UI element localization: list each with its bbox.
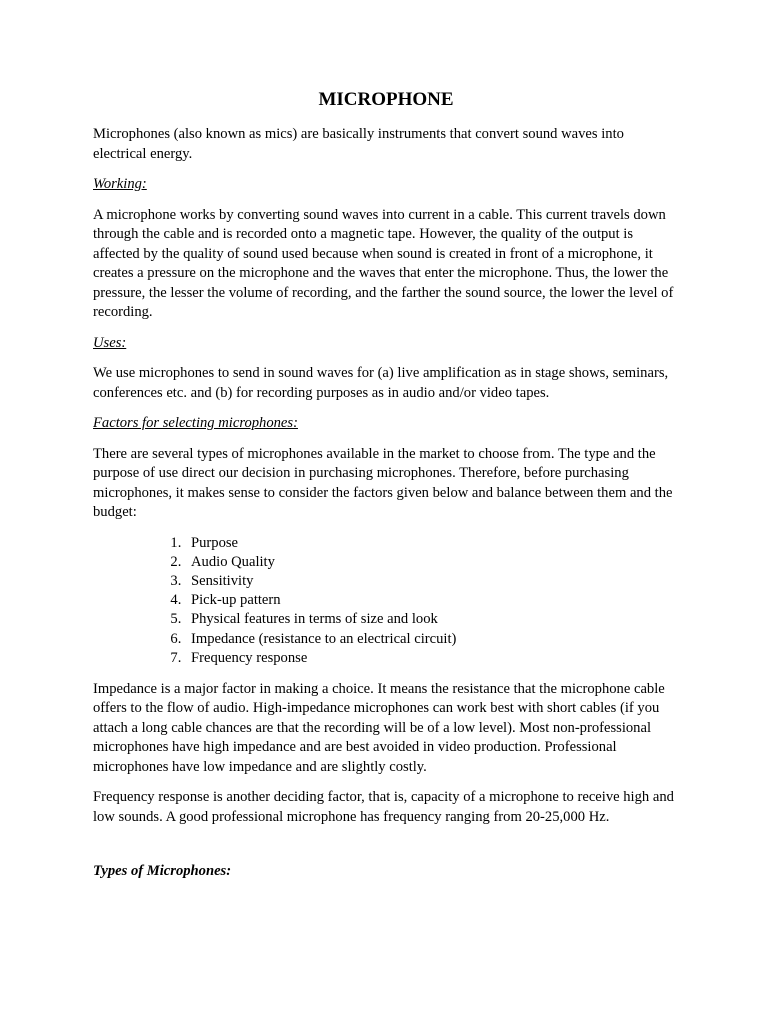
list-item: 5. Physical features in terms of size and look — [185, 610, 679, 629]
working-heading: Working: — [93, 176, 147, 192]
frequency-paragraph: Frequency response is another deciding factor, that is, capacity of a microphone to receive high and low sounds. A good professional microphone has frequency ranging from 20-25,000 Hz. — [93, 789, 674, 825]
uses-paragraph: We use microphones to send in sound waves for (a) live amplification as in stage shows, seminars, conferences etc. and (b) for recording purposes as in audio and/or video tapes. — [93, 365, 669, 401]
uses-heading: Uses: — [93, 334, 127, 351]
list-item: 6. Impedance (resistance to an electrical circuit) — [185, 630, 679, 649]
document-page — [93, 88, 679, 893]
factors-paragraph: There are several types of microphones available in the market to choose from. The type and the purpose of use direct our decision in purchasing microphones. Therefore, before purchasing microphones, it makes sense to consider the factors given below and balance between them and the budget: — [93, 445, 673, 520]
working-paragraph: A microphone works by converting sound waves into current in a cable. This current travels down through the cable and is recorded onto a magnetic tape. However, the quality of the output is affected by the quality of sound used because when sound is created in front of a microphone, it creates a pressure on the microphone and the waves that enter the microphone. Thus, the lower the pressure, the lesser the volume of recording, and the farther the sound source, the lower the level of recording. — [93, 206, 674, 320]
factors-list — [93, 534, 679, 668]
impedance-paragraph: Impedance is a major factor in making a choice. It means the resistance that the microphone cable offers to the flow of audio. High-impedance microphones can work best with short cables (if you attach a long cable chances are that the recording will be of a low level). Most non-professional microphones have high impedance and are best avoided in video production. Professional microphones have low impedance and are slightly costly. — [93, 680, 665, 775]
list-item: 1. Purpose — [185, 534, 679, 553]
list-item: 3. Sensitivity — [185, 572, 679, 591]
list-item: 7. Frequency response — [185, 649, 679, 668]
list-item: 4. Pick-up pattern — [185, 591, 679, 610]
document-title: MICROPHONE — [318, 89, 454, 110]
types-heading: Types of Microphones: — [93, 863, 232, 880]
list-item: 2. Audio Quality — [185, 553, 679, 572]
intro-paragraph: Microphones (also known as mics) are basically instruments that convert sound waves into electrical energy. — [93, 126, 624, 162]
factors-heading: Factors for selecting microphones: — [93, 415, 298, 431]
